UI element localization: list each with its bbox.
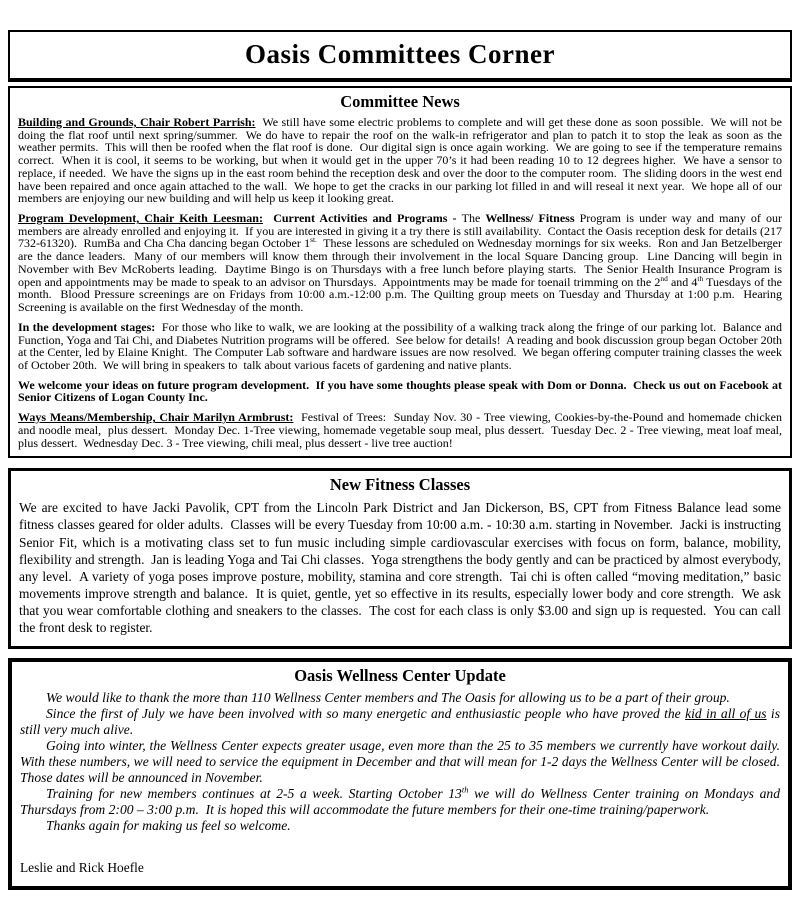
section-wellness-update xyxy=(8,658,792,890)
paragraph xyxy=(20,705,784,738)
text-segment: and 4 xyxy=(667,274,698,289)
paragraph xyxy=(18,115,786,206)
wellness-update-heading: Oasis Wellness Center Update xyxy=(294,665,506,685)
text-segment: Going into winter, the Wellness Center expects greater usage, even more than the 25 to 35 members we currently have workout daily. With these numbers, we will need to service the equipment in December and that will mean for 1-2 days the Wellness Center will be closed. Those dates will be announced in November. xyxy=(20,737,787,785)
text-segment: Current Activities and Programs - xyxy=(273,211,462,226)
page-title: Oasis Committees Corner xyxy=(245,39,555,69)
committee-news-body xyxy=(18,115,786,450)
text-segment: We still have some electric problems to complete and will get these done as soon possible. We will not be doing the flat roof until next spring/summer. We do have to repair the roof on the walk-in refrigerator and plan to patch it to stop the leak as soon as the weather permits. This will then be roofed when the flat roof is done. Our digital sign is once again working. We are going to see if the temperature remains correct. When it is cool, it seems to be working, but when it would get in the upper 70’s it had been reading 10 to 12 degrees higher. We have a sensor to replace, if needed. We have the signs up in the east room behind the reception desk and over the door to the computer room. The sliding doors in the west end have been repaired and once again attached to the wall. We hope to get the cracks in our parking lot filled in and will reseal it next year. We hope all of our members are enjoying our new building and will help us keep it looking great. xyxy=(18,115,786,206)
text-segment: We would like to thank the more than 110 Wellness Center members and The Oasis for allowing us to be a part of their group. xyxy=(46,689,730,705)
text-segment: Building and Grounds, Chair Robert Parrish: xyxy=(18,115,256,129)
wellness-update-body xyxy=(20,689,787,834)
text-segment: The xyxy=(461,211,486,226)
text-segment: Ways Means/Membership, Chair Marilyn Armbrust: xyxy=(18,410,294,425)
text-segment: st. xyxy=(310,235,317,245)
text-segment: is still very much alive. xyxy=(20,705,784,737)
paragraph xyxy=(18,319,785,372)
text-segment: Program Development, Chair Keith Leesman: xyxy=(18,211,263,226)
text-segment: Since the first of July we have been involved with so many energetic and enthusiastic people who have proved the xyxy=(46,705,686,721)
paragraph xyxy=(18,410,785,450)
committee-news-heading: Committee News xyxy=(340,92,460,111)
section-committee-news xyxy=(8,86,792,458)
paragraph xyxy=(19,499,785,636)
new-fitness-heading: New Fitness Classes xyxy=(329,475,471,495)
text-segment: Wellness/ Fitness xyxy=(485,211,575,226)
paragraph xyxy=(20,784,784,818)
text-segment: These lessons are scheduled on Wednesday mornings for six weeks. Ron and Jan Betzelberger are the dance leaders. Many of our members will know them through their involvement in the local Square Dancing group. Line Dancing will begin in November with Bev McRoberts leading. Daytime Bingo is on Thursdays with a free lunch before playing starts. The Senior Health Insurance Program is open and appointments may be made to speak to an advisor on Thursdays. Appointments may be made for toenail trimming on the 2 xyxy=(18,236,785,289)
paragraph xyxy=(18,211,785,315)
text-segment: Tuesdays of the month. Blood Pressure screenings are on Fridays from 10:00 a.m.-12:00 p.m. The Quilting group meets on Tuesday and Thursday at 1:00 p.m. Hearing Screening is available on the first Wednesday of the month. xyxy=(18,274,785,315)
text-segment: Program is under way and many of our members are already enrolled and enjoying it. If you are interested in giving it a try there is still availability. Contact the Oasis reception desk for details (217 732-61320). RumBa and Cha Cha dancing began October 1 xyxy=(18,211,785,251)
paragraph xyxy=(18,377,785,405)
text-segment: In the development stages: xyxy=(18,319,156,334)
text-segment: We welcome your ideas on future program development. If you have some thoughts please speak with Dom or Donna. Check us out on Facebook at Senior Citizens of Logan County Inc. xyxy=(18,377,785,405)
text-segment: th xyxy=(461,784,469,795)
text-segment: we will do Wellness Center training on Mondays and Thursdays from 2:00 – 3:00 p.m. It is hoped this will accommodate the future members for their one-time training/paperwork. xyxy=(20,785,784,817)
paragraph xyxy=(20,690,780,706)
paragraph xyxy=(20,818,780,834)
text-segment: kid in all of us xyxy=(685,705,767,721)
section-new-fitness xyxy=(8,468,792,648)
new-fitness-body xyxy=(19,499,785,636)
text-segment: Thanks again for making us feel so welcome. xyxy=(46,817,291,833)
page-title-box xyxy=(8,30,792,82)
text-segment: Festival of Trees: Sunday Nov. 30 - Tree viewing, Cookies-by-the-Pound and homemade chicken and noodle meal, plus dessert. Monday Dec. 1-Tree viewing, homemade vegetable soup meal, plus dessert. Tuesday Dec. 2 - Tree viewing, meat loaf meal, plus dessert. Wednesday Dec. 3 - Tree viewing, chili meal, plus dessert - live tree auction! xyxy=(18,410,785,450)
text-segment: nd xyxy=(660,273,668,283)
paragraph xyxy=(20,737,787,786)
text-segment: For those who like to walk, we are looking at the possibility of a walking track along the fringe of our parking lot. Balance and Function, Yoga and Tai Chi, and Diabetes Nutrition programs will be offered. See below for details! A reading and book discussion group began October 20th at the Center, led by Elaine Knight. The Computer Lab software and hardware issues are now resolved. We began offering computer training classes the week of October 20th. We will bring in speakers to talk about various facets of gardening and native plants. xyxy=(18,319,785,372)
text-segment: We are excited to have Jacki Pavolik, CPT from the Lincoln Park District and Jan Dickerson, BS, CPT from Fitness Balance lead some fitness classes geared for older adults. Classes will be every Tuesday from 10:00 a.m. - 10:30 a.m. starting in November. Jacki is instructing Senior Fit, which is a motivating class set to fun music including simple cardiovascular exercises with focus on form, balance, mobility, flexibility and strength. Jan is leading Yoga and Tai Chi classes. Yoga strengthens the body gently and can be practiced by almost everybody, any level. A variety of yoga poses improve posture, mobility, stamina and core strength. Tai chi is often called “moving meditation,” basic movements improve strength and balance. It is quiet, gentle, yet so effective in its results, especially lower body and core strength. We ask that you wear comfortable clothing and sneakers to the classes. The cost for each class is only $3.00 and sign up is requested. You can call the front desk to register. xyxy=(19,500,785,636)
text-segment: th xyxy=(697,273,704,283)
text-segment: Training for new members continues at 2-5 a week. Starting October 13 xyxy=(46,785,462,801)
signature: Leslie and Rick Hoefle xyxy=(20,859,144,875)
